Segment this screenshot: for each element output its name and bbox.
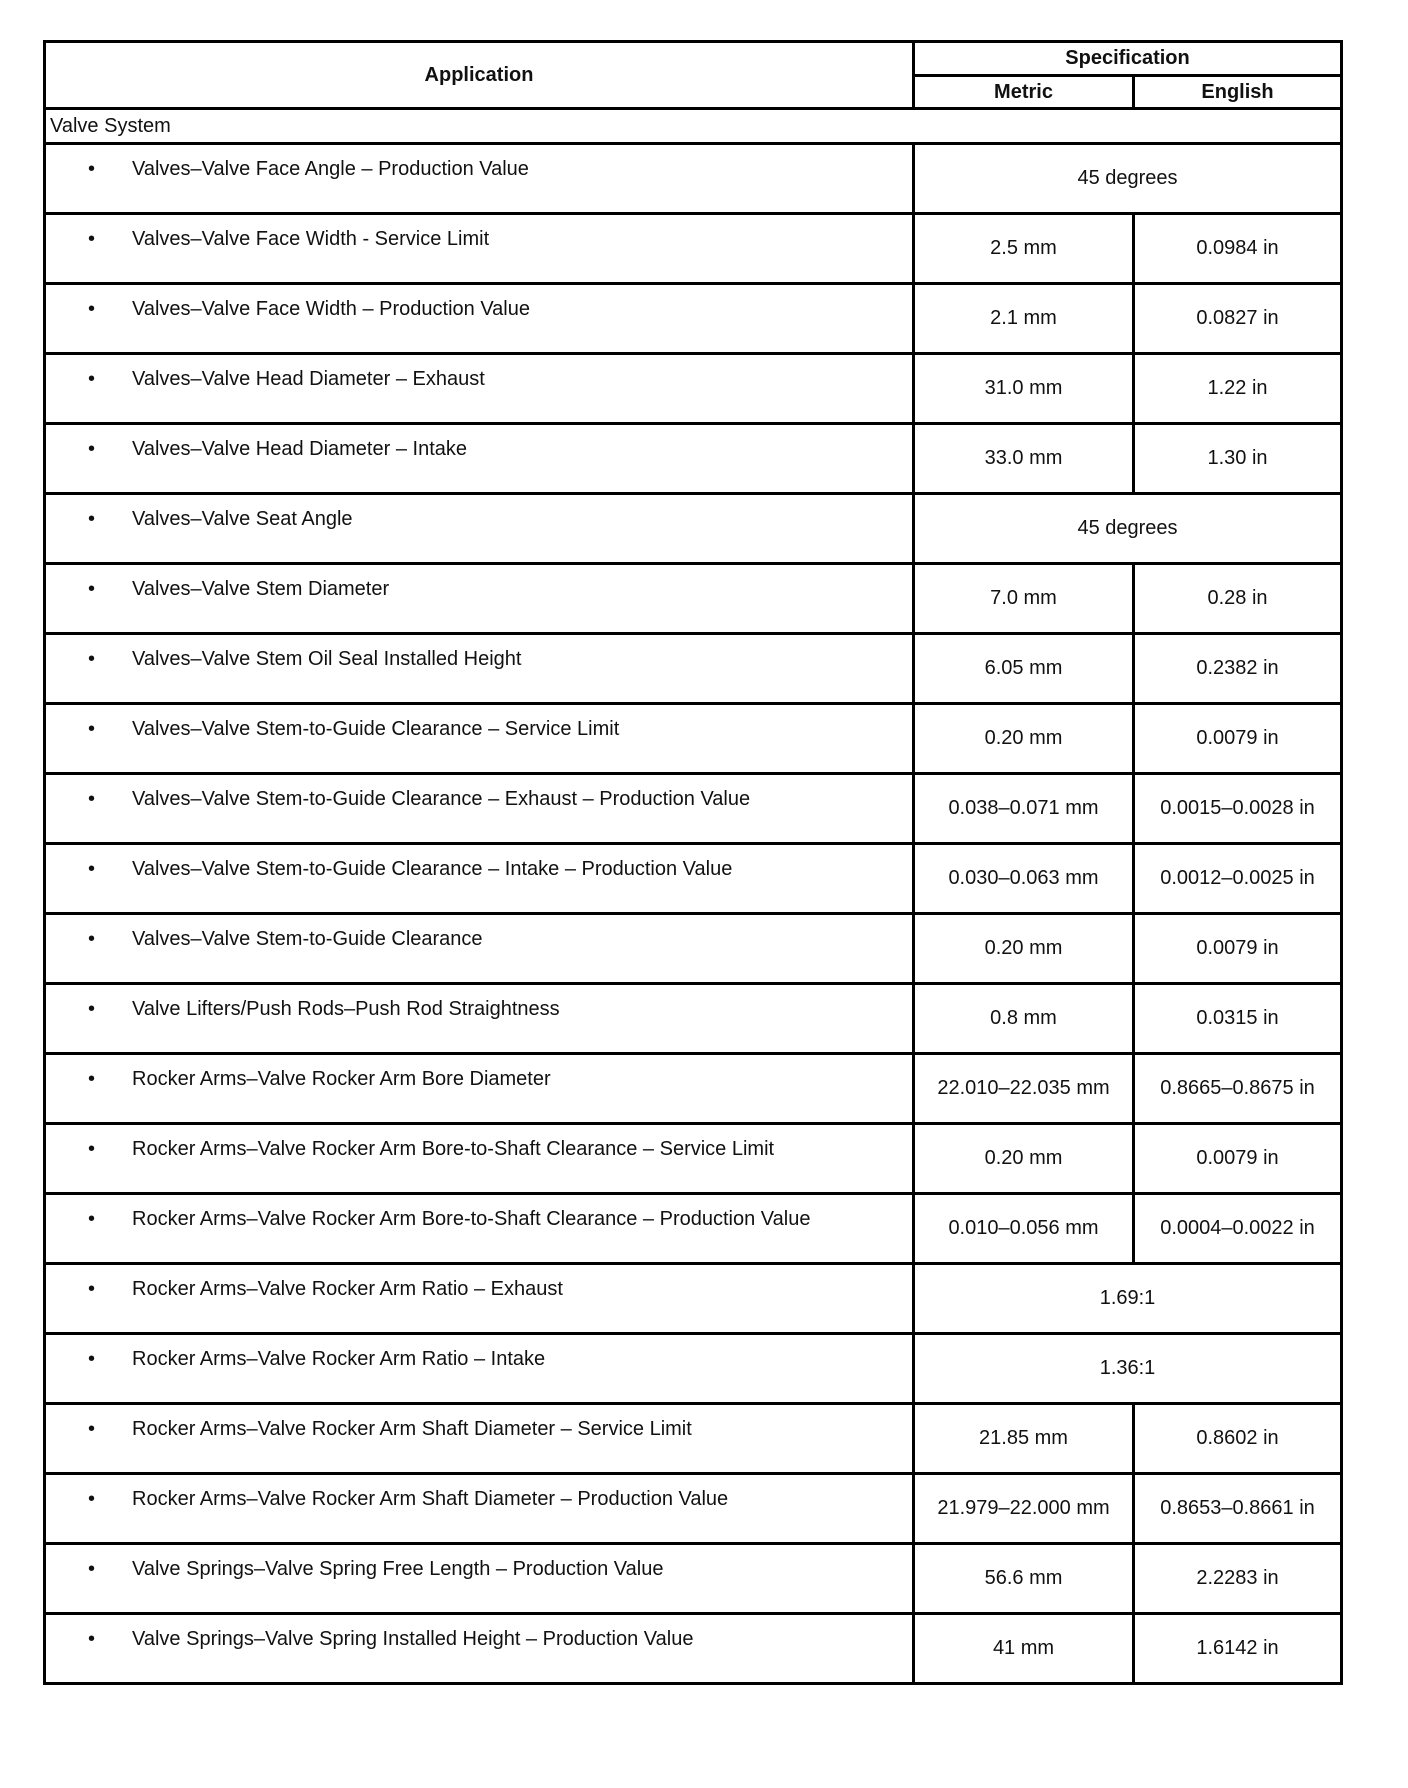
application-label: Rocker Arms–Valve Rocker Arm Shaft Diameter – Service Limit xyxy=(132,1418,692,1440)
bullet-icon: • xyxy=(88,858,96,880)
application-label: Valves–Valve Stem-to-Guide Clearance xyxy=(132,928,483,950)
table-row xyxy=(45,634,1342,704)
application-cell xyxy=(45,1334,914,1404)
english-value: 0.28 in xyxy=(1134,564,1342,634)
application-label: Rocker Arms–Valve Rocker Arm Shaft Diameter – Production Value xyxy=(132,1488,729,1510)
bullet-icon: • xyxy=(88,998,96,1020)
application-cell xyxy=(45,494,914,564)
bullet-icon: • xyxy=(88,788,96,810)
application-cell xyxy=(45,1124,914,1194)
table-row xyxy=(45,214,1342,284)
bullet-icon: • xyxy=(88,1418,96,1440)
combined-value: 1.69:1 xyxy=(914,1264,1342,1334)
english-value: 1.6142 in xyxy=(1134,1614,1342,1684)
metric-value: 0.20 mm xyxy=(914,914,1134,984)
metric-value: 2.5 mm xyxy=(914,214,1134,284)
group-heading: Valve System xyxy=(45,109,1342,144)
application-cell xyxy=(45,284,914,354)
table-row xyxy=(45,774,1342,844)
metric-value: 0.8 mm xyxy=(914,984,1134,1054)
bullet-icon: • xyxy=(88,298,96,320)
application-cell xyxy=(45,1544,914,1614)
application-label: Valves–Valve Stem-to-Guide Clearance – Service Limit xyxy=(132,718,620,740)
application-cell xyxy=(45,1404,914,1474)
english-value: 0.0079 in xyxy=(1134,704,1342,774)
table-row xyxy=(45,704,1342,774)
application-label: Rocker Arms–Valve Rocker Arm Bore Diameter xyxy=(132,1068,551,1090)
application-cell xyxy=(45,1194,914,1264)
bullet-icon: • xyxy=(88,1348,96,1370)
application-label: Valves–Valve Head Diameter – Intake xyxy=(132,438,467,460)
application-label: Rocker Arms–Valve Rocker Arm Ratio – Intake xyxy=(132,1348,546,1370)
bullet-icon: • xyxy=(88,438,96,460)
table-row xyxy=(45,914,1342,984)
metric-value: 33.0 mm xyxy=(914,424,1134,494)
application-header: Application xyxy=(45,42,914,109)
metric-value: 31.0 mm xyxy=(914,354,1134,424)
metric-value: 6.05 mm xyxy=(914,634,1134,704)
application-cell xyxy=(45,634,914,704)
application-cell xyxy=(45,354,914,424)
english-value: 1.22 in xyxy=(1134,354,1342,424)
application-label: Valves–Valve Face Width – Production Value xyxy=(132,298,530,320)
english-value: 0.0012–0.0025 in xyxy=(1134,844,1342,914)
application-label: Rocker Arms–Valve Rocker Arm Bore-to-Shaft Clearance – Production Value xyxy=(132,1208,811,1230)
specification-table xyxy=(43,40,1343,1685)
application-label: Valves–Valve Head Diameter – Exhaust xyxy=(132,368,485,390)
application-label: Rocker Arms–Valve Rocker Arm Bore-to-Shaft Clearance – Service Limit xyxy=(132,1138,775,1160)
application-cell xyxy=(45,144,914,214)
metric-value: 0.038–0.071 mm xyxy=(914,774,1134,844)
application-cell xyxy=(45,564,914,634)
english-value: 0.8653–0.8661 in xyxy=(1134,1474,1342,1544)
english-value: 2.2283 in xyxy=(1134,1544,1342,1614)
application-label: Valves–Valve Stem-to-Guide Clearance – Intake – Production Value xyxy=(132,858,733,880)
english-value: 0.2382 in xyxy=(1134,634,1342,704)
bullet-icon: • xyxy=(88,1138,96,1160)
metric-header: Metric xyxy=(914,76,1134,109)
english-value: 0.0015–0.0028 in xyxy=(1134,774,1342,844)
english-value: 0.0079 in xyxy=(1134,914,1342,984)
bullet-icon: • xyxy=(88,1628,96,1650)
bullet-icon: • xyxy=(88,508,96,530)
application-cell xyxy=(45,844,914,914)
application-cell xyxy=(45,984,914,1054)
application-cell xyxy=(45,774,914,844)
table-row xyxy=(45,284,1342,354)
application-label: Valve Springs–Valve Spring Installed Height – Production Value xyxy=(132,1628,694,1650)
metric-value: 0.030–0.063 mm xyxy=(914,844,1134,914)
table-row xyxy=(45,1474,1342,1544)
metric-value: 21.85 mm xyxy=(914,1404,1134,1474)
table-row xyxy=(45,1544,1342,1614)
application-cell xyxy=(45,1054,914,1124)
application-label: Valves–Valve Face Angle – Production Value xyxy=(132,158,529,180)
application-label: Valves–Valve Stem Diameter xyxy=(132,578,390,600)
application-cell xyxy=(45,214,914,284)
application-cell xyxy=(45,914,914,984)
english-value: 0.0984 in xyxy=(1134,214,1342,284)
english-value: 0.0315 in xyxy=(1134,984,1342,1054)
table-row xyxy=(45,1334,1342,1404)
table-row xyxy=(45,354,1342,424)
bullet-icon: • xyxy=(88,648,96,670)
bullet-icon: • xyxy=(88,158,96,180)
metric-value: 56.6 mm xyxy=(914,1544,1134,1614)
metric-value: 2.1 mm xyxy=(914,284,1134,354)
bullet-icon: • xyxy=(88,578,96,600)
bullet-icon: • xyxy=(88,1488,96,1510)
combined-value: 45 degrees xyxy=(914,494,1342,564)
table-row xyxy=(45,1264,1342,1334)
application-cell xyxy=(45,424,914,494)
application-cell xyxy=(45,704,914,774)
english-value: 0.0827 in xyxy=(1134,284,1342,354)
application-label: Valve Lifters/Push Rods–Push Rod Straightness xyxy=(132,998,560,1020)
specification-header: Specification xyxy=(914,42,1342,76)
bullet-icon: • xyxy=(88,1278,96,1300)
table-row xyxy=(45,144,1342,214)
table-row xyxy=(45,1614,1342,1684)
application-label: Valves–Valve Stem Oil Seal Installed Height xyxy=(132,648,522,670)
application-label: Valve Springs–Valve Spring Free Length – Production Value xyxy=(132,1558,664,1580)
bullet-icon: • xyxy=(88,1208,96,1230)
english-header: English xyxy=(1134,76,1342,109)
application-cell xyxy=(45,1474,914,1544)
table-row xyxy=(45,564,1342,634)
table-row xyxy=(45,1124,1342,1194)
metric-value: 21.979–22.000 mm xyxy=(914,1474,1134,1544)
english-value: 0.0004–0.0022 in xyxy=(1134,1194,1342,1264)
bullet-icon: • xyxy=(88,368,96,390)
combined-value: 1.36:1 xyxy=(914,1334,1342,1404)
table-row xyxy=(45,984,1342,1054)
table-row xyxy=(45,844,1342,914)
metric-value: 41 mm xyxy=(914,1614,1134,1684)
application-label: Valves–Valve Stem-to-Guide Clearance – Exhaust – Production Value xyxy=(132,788,751,810)
table-row xyxy=(45,1054,1342,1124)
table-row xyxy=(45,494,1342,564)
bullet-icon: • xyxy=(88,928,96,950)
metric-value: 7.0 mm xyxy=(914,564,1134,634)
combined-value: 45 degrees xyxy=(914,144,1342,214)
application-label: Rocker Arms–Valve Rocker Arm Ratio – Exhaust xyxy=(132,1278,563,1300)
application-label: Valves–Valve Face Width - Service Limit xyxy=(132,228,490,250)
table-row xyxy=(45,1404,1342,1474)
application-cell xyxy=(45,1614,914,1684)
english-value: 1.30 in xyxy=(1134,424,1342,494)
bullet-icon: • xyxy=(88,718,96,740)
application-cell xyxy=(45,1264,914,1334)
bullet-icon: • xyxy=(88,1068,96,1090)
table-row xyxy=(45,1194,1342,1264)
metric-value: 0.20 mm xyxy=(914,1124,1134,1194)
english-value: 0.8665–0.8675 in xyxy=(1134,1054,1342,1124)
metric-value: 0.20 mm xyxy=(914,704,1134,774)
bullet-icon: • xyxy=(88,1558,96,1580)
english-value: 0.0079 in xyxy=(1134,1124,1342,1194)
bullet-icon: • xyxy=(88,228,96,250)
application-label: Valves–Valve Seat Angle xyxy=(132,508,353,530)
metric-value: 22.010–22.035 mm xyxy=(914,1054,1134,1124)
table-row xyxy=(45,424,1342,494)
english-value: 0.8602 in xyxy=(1134,1404,1342,1474)
metric-value: 0.010–0.056 mm xyxy=(914,1194,1134,1264)
